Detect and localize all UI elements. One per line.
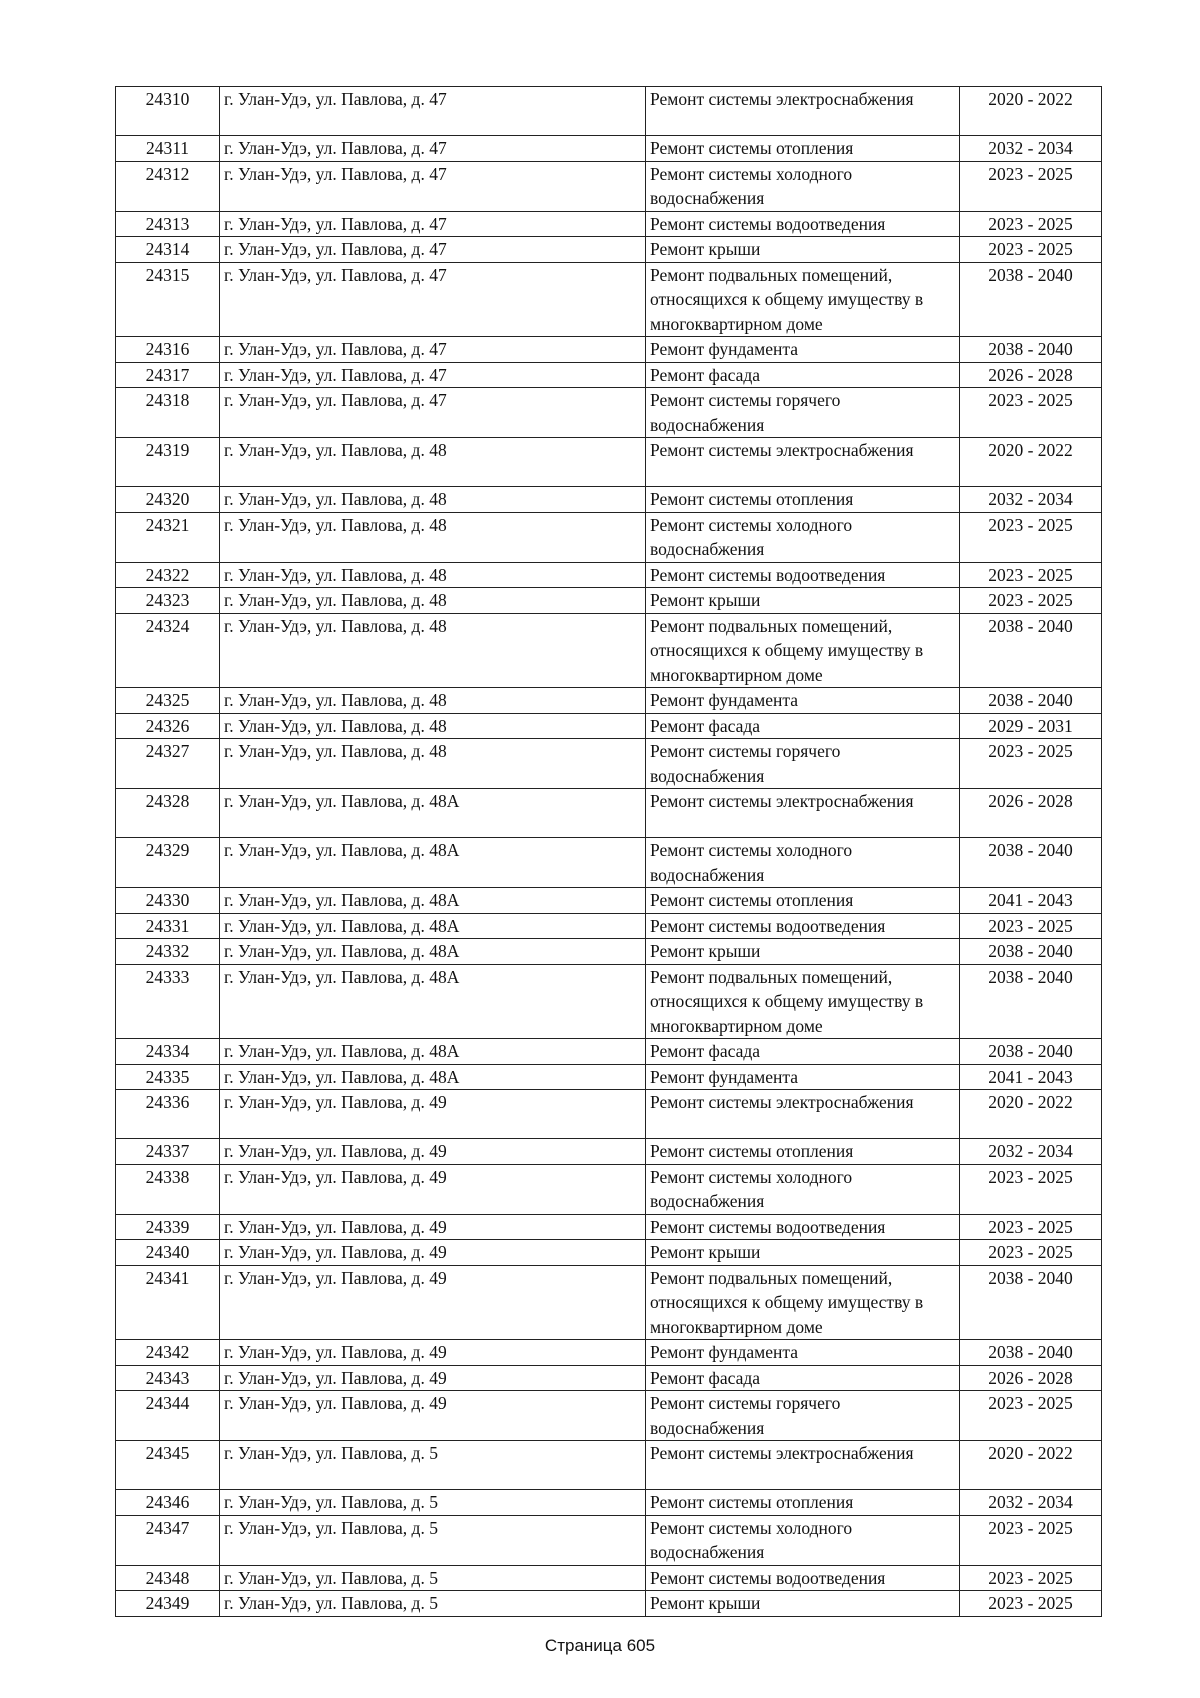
table-row [116,964,1102,1039]
table-row [116,713,1102,739]
row-id-cell: 24338 [116,1164,220,1214]
address-cell: г. Улан-Удэ, ул. Павлова, д. 48А [220,1039,646,1065]
period-cell: 2023 - 2025 [960,237,1102,263]
period-cell: 2032 - 2034 [960,1139,1102,1165]
row-id-cell: 24345 [116,1441,220,1490]
row-id-cell: 24348 [116,1565,220,1591]
table-row [116,789,1102,838]
period-cell: 2023 - 2025 [960,1214,1102,1240]
row-id-cell: 24323 [116,588,220,614]
row-id-cell: 24314 [116,237,220,263]
work-type-cell: Ремонт подвальных помещений, относящихся к общему имуществу в многоквартирном доме [646,262,960,337]
row-id-cell: 24328 [116,789,220,838]
period-cell: 2038 - 2040 [960,838,1102,888]
table-row [116,237,1102,263]
work-type-cell: Ремонт системы холодного водоснабжения [646,838,960,888]
address-cell: г. Улан-Удэ, ул. Павлова, д. 49 [220,1164,646,1214]
work-type-cell: Ремонт системы отопления [646,136,960,162]
work-type-cell: Ремонт системы отопления [646,888,960,914]
work-type-cell: Ремонт фасада [646,362,960,388]
period-cell: 2023 - 2025 [960,588,1102,614]
address-cell: г. Улан-Удэ, ул. Павлова, д. 5 [220,1490,646,1516]
address-cell: г. Улан-Удэ, ул. Павлова, д. 47 [220,211,646,237]
period-cell: 2023 - 2025 [960,161,1102,211]
work-type-cell: Ремонт подвальных помещений, относящихся к общему имуществу в многоквартирном доме [646,964,960,1039]
table-row [116,838,1102,888]
address-cell: г. Улан-Удэ, ул. Павлова, д. 48 [220,588,646,614]
table-row [116,1441,1102,1490]
period-cell: 2023 - 2025 [960,1240,1102,1266]
work-type-cell: Ремонт системы отопления [646,487,960,513]
row-id-cell: 24312 [116,161,220,211]
address-cell: г. Улан-Удэ, ул. Павлова, д. 47 [220,161,646,211]
period-cell: 2041 - 2043 [960,1064,1102,1090]
work-type-cell: Ремонт фасада [646,1039,960,1065]
table-row [116,1565,1102,1591]
work-type-cell: Ремонт системы электроснабжения [646,1090,960,1139]
work-type-cell: Ремонт системы водоотведения [646,913,960,939]
address-cell: г. Улан-Удэ, ул. Павлова, д. 48А [220,1064,646,1090]
table-row [116,1391,1102,1441]
table-row [116,1039,1102,1065]
row-id-cell: 24319 [116,438,220,487]
address-cell: г. Улан-Удэ, ул. Павлова, д. 49 [220,1240,646,1266]
table-row [116,1265,1102,1340]
work-type-cell: Ремонт системы электроснабжения [646,789,960,838]
row-id-cell: 24349 [116,1591,220,1617]
work-type-cell: Ремонт крыши [646,1591,960,1617]
period-cell: 2026 - 2028 [960,1365,1102,1391]
address-cell: г. Улан-Удэ, ул. Павлова, д. 47 [220,388,646,438]
table-row [116,1490,1102,1516]
period-cell: 2023 - 2025 [960,388,1102,438]
period-cell: 2038 - 2040 [960,262,1102,337]
address-cell: г. Улан-Удэ, ул. Павлова, д. 48 [220,613,646,688]
period-cell: 2023 - 2025 [960,739,1102,789]
work-type-cell: Ремонт фундамента [646,688,960,714]
address-cell: г. Улан-Удэ, ул. Павлова, д. 49 [220,1090,646,1139]
period-cell: 2023 - 2025 [960,1391,1102,1441]
row-id-cell: 24326 [116,713,220,739]
table-row [116,1365,1102,1391]
work-type-cell: Ремонт системы электроснабжения [646,87,960,136]
work-type-cell: Ремонт системы водоотведения [646,562,960,588]
address-cell: г. Улан-Удэ, ул. Павлова, д. 49 [220,1265,646,1340]
table-row [116,1064,1102,1090]
table-row [116,588,1102,614]
row-id-cell: 24340 [116,1240,220,1266]
address-cell: г. Улан-Удэ, ул. Павлова, д. 48 [220,438,646,487]
row-id-cell: 24346 [116,1490,220,1516]
table-row [116,438,1102,487]
address-cell: г. Улан-Удэ, ул. Павлова, д. 48А [220,789,646,838]
address-cell: г. Улан-Удэ, ул. Павлова, д. 47 [220,136,646,162]
address-cell: г. Улан-Удэ, ул. Павлова, д. 47 [220,362,646,388]
row-id-cell: 24321 [116,512,220,562]
period-cell: 2038 - 2040 [960,964,1102,1039]
table-row [116,1139,1102,1165]
work-type-cell: Ремонт системы горячего водоснабжения [646,1391,960,1441]
row-id-cell: 24327 [116,739,220,789]
work-type-cell: Ремонт системы отопления [646,1490,960,1516]
work-type-cell: Ремонт системы холодного водоснабжения [646,1515,960,1565]
repair-schedule-table [115,86,1102,1617]
table-row [116,211,1102,237]
row-id-cell: 24337 [116,1139,220,1165]
period-cell: 2023 - 2025 [960,1515,1102,1565]
address-cell: г. Улан-Удэ, ул. Павлова, д. 48 [220,487,646,513]
address-cell: г. Улан-Удэ, ул. Павлова, д. 47 [220,337,646,363]
period-cell: 2032 - 2034 [960,136,1102,162]
address-cell: г. Улан-Удэ, ул. Павлова, д. 47 [220,262,646,337]
period-cell: 2041 - 2043 [960,888,1102,914]
work-type-cell: Ремонт фундамента [646,1064,960,1090]
table-row [116,688,1102,714]
period-cell: 2023 - 2025 [960,913,1102,939]
table-row [116,362,1102,388]
address-cell: г. Улан-Удэ, ул. Павлова, д. 47 [220,237,646,263]
work-type-cell: Ремонт системы электроснабжения [646,438,960,487]
table-row [116,939,1102,965]
row-id-cell: 24339 [116,1214,220,1240]
table-row [116,512,1102,562]
address-cell: г. Улан-Удэ, ул. Павлова, д. 49 [220,1139,646,1165]
period-cell: 2032 - 2034 [960,1490,1102,1516]
row-id-cell: 24342 [116,1340,220,1366]
work-type-cell: Ремонт системы горячего водоснабжения [646,739,960,789]
address-cell: г. Улан-Удэ, ул. Павлова, д. 49 [220,1391,646,1441]
work-type-cell: Ремонт фасада [646,713,960,739]
table-row [116,613,1102,688]
work-type-cell: Ремонт системы электроснабжения [646,1441,960,1490]
period-cell: 2020 - 2022 [960,1441,1102,1490]
row-id-cell: 24331 [116,913,220,939]
period-cell: 2023 - 2025 [960,1164,1102,1214]
row-id-cell: 24315 [116,262,220,337]
table-row [116,487,1102,513]
period-cell: 2023 - 2025 [960,211,1102,237]
work-type-cell: Ремонт системы отопления [646,1139,960,1165]
table-row [116,888,1102,914]
table-row [116,1591,1102,1617]
address-cell: г. Улан-Удэ, ул. Павлова, д. 48А [220,838,646,888]
period-cell: 2023 - 2025 [960,512,1102,562]
row-id-cell: 24332 [116,939,220,965]
row-id-cell: 24318 [116,388,220,438]
table-row [116,161,1102,211]
row-id-cell: 24325 [116,688,220,714]
row-id-cell: 24320 [116,487,220,513]
row-id-cell: 24343 [116,1365,220,1391]
table-row [116,1164,1102,1214]
work-type-cell: Ремонт системы холодного водоснабжения [646,1164,960,1214]
table-row [116,87,1102,136]
row-id-cell: 24316 [116,337,220,363]
row-id-cell: 24347 [116,1515,220,1565]
row-id-cell: 24329 [116,838,220,888]
period-cell: 2038 - 2040 [960,337,1102,363]
period-cell: 2023 - 2025 [960,1591,1102,1617]
work-type-cell: Ремонт подвальных помещений, относящихся к общему имуществу в многоквартирном доме [646,613,960,688]
work-type-cell: Ремонт системы водоотведения [646,211,960,237]
address-cell: г. Улан-Удэ, ул. Павлова, д. 48А [220,939,646,965]
address-cell: г. Улан-Удэ, ул. Павлова, д. 5 [220,1441,646,1490]
period-cell: 2023 - 2025 [960,562,1102,588]
row-id-cell: 24334 [116,1039,220,1065]
table-row [116,1515,1102,1565]
period-cell: 2029 - 2031 [960,713,1102,739]
address-cell: г. Улан-Удэ, ул. Павлова, д. 49 [220,1214,646,1240]
work-type-cell: Ремонт крыши [646,939,960,965]
table-row [116,1240,1102,1266]
work-type-cell: Ремонт системы холодного водоснабжения [646,161,960,211]
table-row [116,1090,1102,1139]
address-cell: г. Улан-Удэ, ул. Павлова, д. 49 [220,1340,646,1366]
table-row [116,262,1102,337]
address-cell: г. Улан-Удэ, ул. Павлова, д. 48 [220,688,646,714]
address-cell: г. Улан-Удэ, ул. Павлова, д. 48А [220,913,646,939]
table-row [116,1214,1102,1240]
period-cell: 2038 - 2040 [960,1340,1102,1366]
page-number: Страница 605 [544,1636,656,1655]
period-cell: 2032 - 2034 [960,487,1102,513]
work-type-cell: Ремонт подвальных помещений, относящихся к общему имуществу в многоквартирном доме [646,1265,960,1340]
work-type-cell: Ремонт фундамента [646,337,960,363]
address-cell: г. Улан-Удэ, ул. Павлова, д. 47 [220,87,646,136]
address-cell: г. Улан-Удэ, ул. Павлова, д. 5 [220,1515,646,1565]
address-cell: г. Улан-Удэ, ул. Павлова, д. 49 [220,1365,646,1391]
period-cell: 2038 - 2040 [960,1265,1102,1340]
row-id-cell: 24324 [116,613,220,688]
address-cell: г. Улан-Удэ, ул. Павлова, д. 48 [220,562,646,588]
period-cell: 2038 - 2040 [960,613,1102,688]
address-cell: г. Улан-Удэ, ул. Павлова, д. 48 [220,512,646,562]
period-cell: 2020 - 2022 [960,1090,1102,1139]
period-cell: 2026 - 2028 [960,789,1102,838]
table-row [116,337,1102,363]
work-type-cell: Ремонт системы водоотведения [646,1214,960,1240]
row-id-cell: 24310 [116,87,220,136]
row-id-cell: 24344 [116,1391,220,1441]
row-id-cell: 24341 [116,1265,220,1340]
table-row [116,1340,1102,1366]
address-cell: г. Улан-Удэ, ул. Павлова, д. 5 [220,1591,646,1617]
period-cell: 2023 - 2025 [960,1565,1102,1591]
work-type-cell: Ремонт системы холодного водоснабжения [646,512,960,562]
address-cell: г. Улан-Удэ, ул. Павлова, д. 48А [220,888,646,914]
row-id-cell: 24317 [116,362,220,388]
row-id-cell: 24322 [116,562,220,588]
work-type-cell: Ремонт фундамента [646,1340,960,1366]
period-cell: 2020 - 2022 [960,87,1102,136]
table-row [116,739,1102,789]
row-id-cell: 24335 [116,1064,220,1090]
row-id-cell: 24311 [116,136,220,162]
row-id-cell: 24313 [116,211,220,237]
table-row [116,136,1102,162]
row-id-cell: 24336 [116,1090,220,1139]
work-type-cell: Ремонт крыши [646,588,960,614]
address-cell: г. Улан-Удэ, ул. Павлова, д. 48А [220,964,646,1039]
table-row [116,388,1102,438]
period-cell: 2038 - 2040 [960,688,1102,714]
row-id-cell: 24333 [116,964,220,1039]
work-type-cell: Ремонт фасада [646,1365,960,1391]
period-cell: 2026 - 2028 [960,362,1102,388]
period-cell: 2038 - 2040 [960,1039,1102,1065]
work-type-cell: Ремонт крыши [646,237,960,263]
table-row [116,913,1102,939]
address-cell: г. Улан-Удэ, ул. Павлова, д. 5 [220,1565,646,1591]
period-cell: 2020 - 2022 [960,438,1102,487]
work-type-cell: Ремонт системы водоотведения [646,1565,960,1591]
work-type-cell: Ремонт крыши [646,1240,960,1266]
table-row [116,562,1102,588]
period-cell: 2038 - 2040 [960,939,1102,965]
address-cell: г. Улан-Удэ, ул. Павлова, д. 48 [220,739,646,789]
address-cell: г. Улан-Удэ, ул. Павлова, д. 48 [220,713,646,739]
work-type-cell: Ремонт системы горячего водоснабжения [646,388,960,438]
row-id-cell: 24330 [116,888,220,914]
